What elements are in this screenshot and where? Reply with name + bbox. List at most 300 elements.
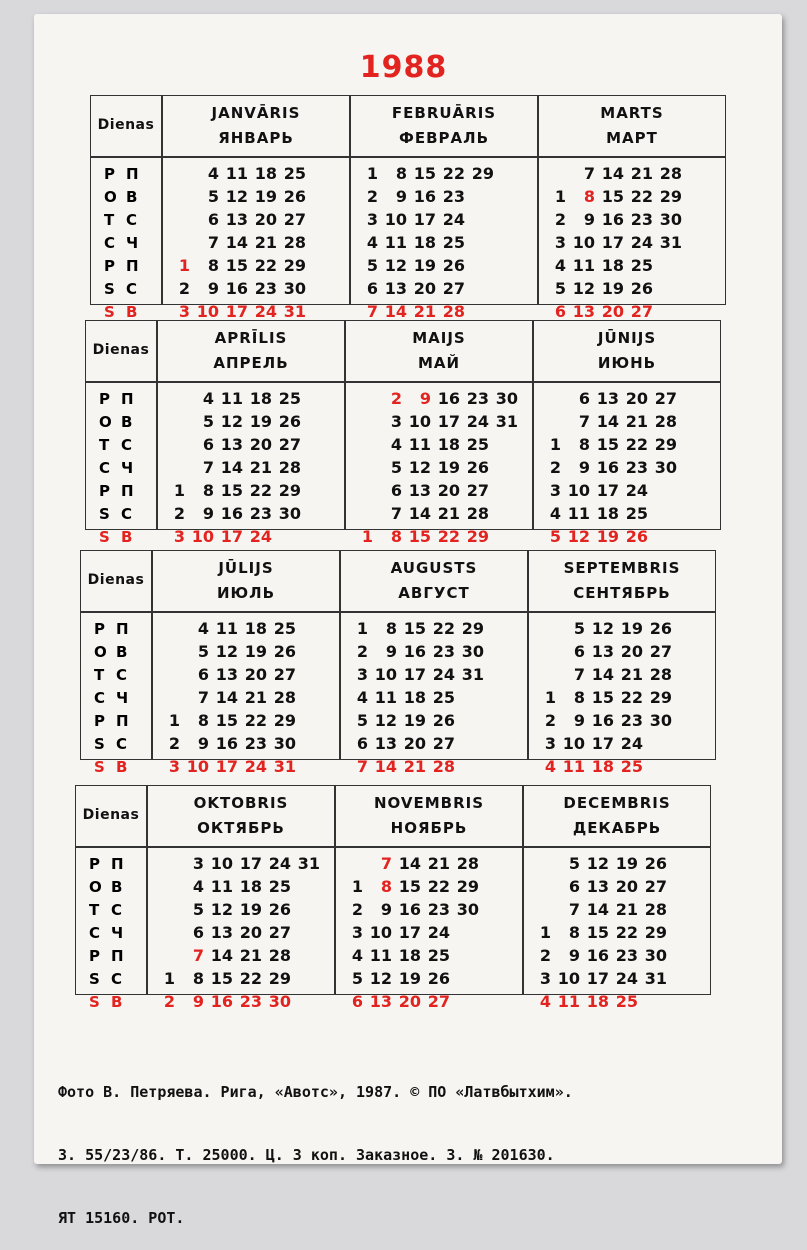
day-number: 3 bbox=[168, 757, 180, 776]
day-number: 18 bbox=[244, 619, 267, 638]
weekday-ru: С bbox=[126, 280, 138, 298]
day-number: 26 bbox=[466, 458, 489, 477]
day-number: 11 bbox=[210, 877, 233, 896]
day-number: 27 bbox=[278, 435, 301, 454]
weekday-ru: В bbox=[126, 188, 138, 206]
day-number: 12 bbox=[220, 412, 243, 431]
day-number: 31 bbox=[283, 302, 306, 321]
day-number: 8 bbox=[583, 187, 595, 206]
day-number: 6 bbox=[578, 389, 590, 408]
day-number: 3 bbox=[539, 969, 551, 988]
day-number: 3 bbox=[356, 665, 368, 684]
day-number: 30 bbox=[654, 458, 677, 477]
day-number: 27 bbox=[630, 302, 653, 321]
day-number: 17 bbox=[586, 969, 609, 988]
day-number: 22 bbox=[432, 619, 455, 638]
day-number: 27 bbox=[268, 923, 291, 942]
day-number: 15 bbox=[413, 164, 436, 183]
day-number: 24 bbox=[268, 854, 291, 873]
day-number: 19 bbox=[254, 187, 277, 206]
weekday-lv: P bbox=[94, 620, 105, 638]
day-number: 9 bbox=[419, 389, 431, 408]
day-number: 12 bbox=[408, 458, 431, 477]
day-number: 9 bbox=[380, 900, 392, 919]
day-number: 26 bbox=[268, 900, 291, 919]
weekday-label bbox=[94, 687, 129, 710]
day-number: 25 bbox=[466, 435, 489, 454]
weekday-ru: П bbox=[126, 257, 139, 275]
weekday-labels bbox=[99, 388, 134, 549]
day-number: 11 bbox=[384, 233, 407, 252]
day-number: 7 bbox=[583, 164, 595, 183]
weekday-lv: S bbox=[89, 993, 100, 1011]
day-number: 1 bbox=[544, 688, 556, 707]
day-number: 10 bbox=[384, 210, 407, 229]
day-number: 29 bbox=[461, 619, 484, 638]
day-number: 20 bbox=[239, 923, 262, 942]
day-number: 30 bbox=[461, 642, 484, 661]
day-number: 19 bbox=[239, 900, 262, 919]
day-number: 21 bbox=[413, 302, 436, 321]
day-number: 6 bbox=[202, 435, 214, 454]
day-number: 20 bbox=[601, 302, 624, 321]
imprint-footer bbox=[58, 1040, 758, 1250]
day-number: 4 bbox=[207, 164, 219, 183]
day-number: 6 bbox=[197, 665, 209, 684]
weekday-label bbox=[89, 922, 124, 945]
day-number: 31 bbox=[297, 854, 320, 873]
day-number: 24 bbox=[620, 734, 643, 753]
day-number: 8 bbox=[568, 923, 580, 942]
day-number: 21 bbox=[630, 164, 653, 183]
day-number: 14 bbox=[586, 900, 609, 919]
weekday-ru: В bbox=[111, 993, 123, 1011]
day-number: 30 bbox=[659, 210, 682, 229]
day-number: 20 bbox=[437, 481, 460, 500]
day-number: 10 bbox=[562, 734, 585, 753]
day-number: 31 bbox=[495, 412, 518, 431]
day-number: 13 bbox=[384, 279, 407, 298]
day-number: 28 bbox=[659, 164, 682, 183]
day-number: 12 bbox=[210, 900, 233, 919]
month-name-ru: ИЮНЬ bbox=[597, 354, 657, 372]
day-number: 16 bbox=[225, 279, 248, 298]
day-number: 16 bbox=[586, 946, 609, 965]
day-number: 2 bbox=[366, 187, 378, 206]
day-number: 19 bbox=[244, 642, 267, 661]
day-number: 6 bbox=[366, 279, 378, 298]
day-number: 4 bbox=[549, 504, 561, 523]
day-number: 1 bbox=[173, 481, 185, 500]
day-number: 3 bbox=[366, 210, 378, 229]
weekday-ru: С bbox=[121, 505, 133, 523]
month-name-ru: АВГУСТ bbox=[398, 584, 470, 602]
day-number: 20 bbox=[398, 992, 421, 1011]
day-number: 15 bbox=[601, 187, 624, 206]
day-number: 4 bbox=[356, 688, 368, 707]
day-number: 13 bbox=[215, 665, 238, 684]
day-number: 22 bbox=[437, 527, 460, 546]
day-number: 28 bbox=[268, 946, 291, 965]
weekday-lv: P bbox=[89, 855, 100, 873]
day-number: 15 bbox=[596, 435, 619, 454]
day-number: 29 bbox=[283, 256, 306, 275]
day-number: 12 bbox=[225, 187, 248, 206]
day-number: 4 bbox=[197, 619, 209, 638]
day-number: 26 bbox=[278, 412, 301, 431]
weekday-lv: C bbox=[94, 689, 106, 707]
day-number: 16 bbox=[437, 389, 460, 408]
weekday-lv: P bbox=[99, 482, 110, 500]
weekday-labels bbox=[94, 618, 129, 779]
day-number: 24 bbox=[625, 481, 648, 500]
day-number: 23 bbox=[432, 642, 455, 661]
day-number: 26 bbox=[283, 187, 306, 206]
weekday-lv: P bbox=[104, 257, 115, 275]
weekday-ru: В bbox=[121, 528, 133, 546]
day-number: 7 bbox=[202, 458, 214, 477]
day-number: 27 bbox=[432, 734, 455, 753]
day-number: 18 bbox=[403, 688, 426, 707]
day-number: 31 bbox=[659, 233, 682, 252]
weekday-ru: П bbox=[121, 390, 134, 408]
day-number: 3 bbox=[192, 854, 204, 873]
weekday-lv: T bbox=[94, 666, 105, 684]
day-number: 30 bbox=[268, 992, 291, 1011]
day-number: 16 bbox=[596, 458, 619, 477]
day-number: 29 bbox=[654, 435, 677, 454]
weekday-lv: T bbox=[89, 901, 100, 919]
weekday-lv: S bbox=[94, 735, 105, 753]
day-number: 24 bbox=[427, 923, 450, 942]
month-name-ru: ЯНВАРЬ bbox=[218, 129, 294, 147]
day-number: 15 bbox=[403, 619, 426, 638]
weekday-label bbox=[89, 991, 124, 1014]
day-number: 27 bbox=[466, 481, 489, 500]
day-number: 20 bbox=[403, 734, 426, 753]
weekday-lv: T bbox=[99, 436, 110, 454]
day-number: 27 bbox=[644, 877, 667, 896]
month-name-ru: СЕНТЯБРЬ bbox=[573, 584, 671, 602]
day-number: 5 bbox=[356, 711, 368, 730]
day-number: 28 bbox=[278, 458, 301, 477]
day-number: 16 bbox=[601, 210, 624, 229]
month-name-lv: JŪNIJS bbox=[597, 329, 657, 347]
weekday-label bbox=[89, 853, 124, 876]
day-number: 1 bbox=[366, 164, 378, 183]
weekday-label bbox=[99, 457, 134, 480]
day-number: 4 bbox=[366, 233, 378, 252]
day-number: 25 bbox=[268, 877, 291, 896]
day-number: 9 bbox=[385, 642, 397, 661]
weekday-label bbox=[99, 480, 134, 503]
day-number: 2 bbox=[544, 711, 556, 730]
day-number: 8 bbox=[197, 711, 209, 730]
weekday-label bbox=[94, 618, 129, 641]
day-number: 4 bbox=[202, 389, 214, 408]
day-number: 28 bbox=[466, 504, 489, 523]
day-number: 1 bbox=[554, 187, 566, 206]
day-number: 28 bbox=[432, 757, 455, 776]
weekday-lv: P bbox=[99, 390, 110, 408]
month-name-lv: JŪLIJS bbox=[218, 559, 274, 577]
day-number: 29 bbox=[471, 164, 494, 183]
day-number: 22 bbox=[615, 923, 638, 942]
day-number: 6 bbox=[192, 923, 204, 942]
day-number: 2 bbox=[549, 458, 561, 477]
month-name-ru: МАРТ bbox=[606, 129, 658, 147]
day-number: 21 bbox=[244, 688, 267, 707]
day-number: 22 bbox=[427, 877, 450, 896]
day-number: 25 bbox=[273, 619, 296, 638]
day-number: 25 bbox=[432, 688, 455, 707]
day-number: 7 bbox=[192, 946, 204, 965]
day-number: 23 bbox=[244, 734, 267, 753]
day-number: 9 bbox=[207, 279, 219, 298]
day-number: 13 bbox=[369, 992, 392, 1011]
day-number: 5 bbox=[366, 256, 378, 275]
day-number: 13 bbox=[586, 877, 609, 896]
day-number: 18 bbox=[596, 504, 619, 523]
weekday-lv: C bbox=[89, 924, 101, 942]
weekday-ru: В bbox=[126, 303, 138, 321]
day-number: 14 bbox=[210, 946, 233, 965]
day-number: 3 bbox=[173, 527, 185, 546]
weekday-lv: C bbox=[99, 459, 111, 477]
day-number: 23 bbox=[442, 187, 465, 206]
day-number: 8 bbox=[573, 688, 585, 707]
month-name-lv: APRĪLIS bbox=[214, 329, 288, 347]
day-number: 22 bbox=[630, 187, 653, 206]
day-number: 27 bbox=[283, 210, 306, 229]
weekday-ru: В bbox=[111, 878, 123, 896]
weekday-label bbox=[104, 232, 139, 255]
day-number: 5 bbox=[202, 412, 214, 431]
day-number: 28 bbox=[456, 854, 479, 873]
day-number: 2 bbox=[539, 946, 551, 965]
day-number: 12 bbox=[369, 969, 392, 988]
day-number: 23 bbox=[625, 458, 648, 477]
day-number: 12 bbox=[572, 279, 595, 298]
day-number: 21 bbox=[254, 233, 277, 252]
weekday-label bbox=[94, 664, 129, 687]
day-number: 17 bbox=[239, 854, 262, 873]
month-name-ru: ОКТЯБРЬ bbox=[197, 819, 285, 837]
day-number: 13 bbox=[408, 481, 431, 500]
weekday-ru: П bbox=[116, 712, 129, 730]
day-number: 13 bbox=[374, 734, 397, 753]
weekday-lv: C bbox=[104, 234, 116, 252]
day-number: 18 bbox=[437, 435, 460, 454]
day-number: 10 bbox=[408, 412, 431, 431]
day-number: 19 bbox=[596, 527, 619, 546]
weekday-label bbox=[104, 163, 139, 186]
day-number: 12 bbox=[384, 256, 407, 275]
day-number: 23 bbox=[254, 279, 277, 298]
day-number: 5 bbox=[351, 969, 363, 988]
day-number: 29 bbox=[268, 969, 291, 988]
day-number: 28 bbox=[654, 412, 677, 431]
day-number: 5 bbox=[192, 900, 204, 919]
day-number: 27 bbox=[649, 642, 672, 661]
day-number: 14 bbox=[591, 665, 614, 684]
day-number: 25 bbox=[283, 164, 306, 183]
day-number: 30 bbox=[278, 504, 301, 523]
day-number: 27 bbox=[273, 665, 296, 684]
day-number: 5 bbox=[549, 527, 561, 546]
day-number: 15 bbox=[210, 969, 233, 988]
day-number: 1 bbox=[351, 877, 363, 896]
weekday-ru: В bbox=[121, 413, 133, 431]
day-number: 17 bbox=[437, 412, 460, 431]
day-number: 21 bbox=[437, 504, 460, 523]
day-number: 6 bbox=[356, 734, 368, 753]
weekday-lv: O bbox=[99, 413, 112, 431]
day-number: 22 bbox=[254, 256, 277, 275]
weekday-ru: П bbox=[116, 620, 129, 638]
month-name-lv: NOVEMBRIS bbox=[373, 794, 485, 812]
day-number: 11 bbox=[225, 164, 248, 183]
day-number: 23 bbox=[249, 504, 272, 523]
month-name-ru: ФЕВРАЛЬ bbox=[398, 129, 490, 147]
weekday-label bbox=[104, 209, 139, 232]
month-name-ru: МАЙ bbox=[417, 354, 461, 372]
weekday-lv: P bbox=[104, 165, 115, 183]
weekday-ru: Ч bbox=[126, 234, 139, 252]
weekday-labels bbox=[104, 163, 139, 324]
day-number: 31 bbox=[644, 969, 667, 988]
day-number: 18 bbox=[249, 389, 272, 408]
day-number: 14 bbox=[398, 854, 421, 873]
day-number: 10 bbox=[374, 665, 397, 684]
day-number: 8 bbox=[207, 256, 219, 275]
day-number: 19 bbox=[413, 256, 436, 275]
day-number: 19 bbox=[398, 969, 421, 988]
day-number: 20 bbox=[244, 665, 267, 684]
weekday-lv: S bbox=[89, 970, 100, 988]
day-number: 24 bbox=[466, 412, 489, 431]
day-number: 3 bbox=[178, 302, 190, 321]
day-number: 9 bbox=[197, 734, 209, 753]
day-number: 26 bbox=[649, 619, 672, 638]
weekday-ru: Ч bbox=[116, 689, 129, 707]
day-number: 16 bbox=[215, 734, 238, 753]
day-number: 26 bbox=[625, 527, 648, 546]
day-number: 14 bbox=[601, 164, 624, 183]
day-number: 29 bbox=[466, 527, 489, 546]
month-name-lv: MARTS bbox=[600, 104, 664, 122]
day-number: 19 bbox=[249, 412, 272, 431]
day-number: 16 bbox=[210, 992, 233, 1011]
day-number: 19 bbox=[601, 279, 624, 298]
day-number: 7 bbox=[356, 757, 368, 776]
day-number: 19 bbox=[620, 619, 643, 638]
weekday-lv: S bbox=[94, 758, 105, 776]
day-number: 20 bbox=[249, 435, 272, 454]
day-number: 17 bbox=[403, 665, 426, 684]
day-number: 17 bbox=[596, 481, 619, 500]
day-number: 30 bbox=[273, 734, 296, 753]
weekday-ru: С bbox=[126, 211, 138, 229]
day-number: 23 bbox=[620, 711, 643, 730]
day-number: 18 bbox=[591, 757, 614, 776]
day-number: 22 bbox=[620, 688, 643, 707]
day-number: 6 bbox=[207, 210, 219, 229]
day-number: 17 bbox=[601, 233, 624, 252]
day-number: 15 bbox=[591, 688, 614, 707]
weekday-ru: П bbox=[111, 947, 124, 965]
day-number: 2 bbox=[163, 992, 175, 1011]
day-number: 5 bbox=[390, 458, 402, 477]
day-number: 13 bbox=[572, 302, 595, 321]
month-name-lv: MAIJS bbox=[412, 329, 466, 347]
day-number: 10 bbox=[557, 969, 580, 988]
weekday-ru: С bbox=[116, 666, 128, 684]
day-number: 24 bbox=[442, 210, 465, 229]
day-number: 13 bbox=[225, 210, 248, 229]
weekday-label bbox=[104, 278, 139, 301]
day-number: 9 bbox=[192, 992, 204, 1011]
day-number: 2 bbox=[168, 734, 180, 753]
day-number: 14 bbox=[596, 412, 619, 431]
day-number: 11 bbox=[374, 688, 397, 707]
day-number: 7 bbox=[573, 665, 585, 684]
weekday-ru: Ч bbox=[121, 459, 134, 477]
day-number: 25 bbox=[427, 946, 450, 965]
weekday-label bbox=[89, 945, 124, 968]
weekday-lv: P bbox=[89, 947, 100, 965]
day-number: 4 bbox=[539, 992, 551, 1011]
day-number: 31 bbox=[461, 665, 484, 684]
weekday-label bbox=[94, 710, 129, 733]
day-number: 22 bbox=[239, 969, 262, 988]
day-number: 7 bbox=[578, 412, 590, 431]
weekday-labels bbox=[89, 853, 124, 1014]
day-number: 3 bbox=[549, 481, 561, 500]
day-number: 14 bbox=[225, 233, 248, 252]
day-number: 3 bbox=[351, 923, 363, 942]
day-number: 23 bbox=[466, 389, 489, 408]
day-number: 12 bbox=[374, 711, 397, 730]
day-number: 18 bbox=[398, 946, 421, 965]
day-number: 19 bbox=[403, 711, 426, 730]
day-number: 18 bbox=[254, 164, 277, 183]
day-number: 8 bbox=[385, 619, 397, 638]
weekday-ru: П bbox=[126, 165, 139, 183]
day-number: 22 bbox=[442, 164, 465, 183]
day-number: 6 bbox=[573, 642, 585, 661]
day-number: 2 bbox=[178, 279, 190, 298]
day-number: 24 bbox=[244, 757, 267, 776]
day-number: 8 bbox=[202, 481, 214, 500]
day-number: 3 bbox=[554, 233, 566, 252]
day-number: 17 bbox=[220, 527, 243, 546]
day-number: 8 bbox=[380, 877, 392, 896]
month-name-lv: JANVĀRIS bbox=[211, 104, 301, 122]
day-number: 24 bbox=[254, 302, 277, 321]
day-number: 7 bbox=[366, 302, 378, 321]
day-number: 29 bbox=[649, 688, 672, 707]
weekday-ru: С bbox=[111, 970, 123, 988]
month-name-lv: SEPTEMBRIS bbox=[563, 559, 681, 577]
day-number: 1 bbox=[361, 527, 373, 546]
weekday-lv: S bbox=[104, 280, 115, 298]
day-number: 16 bbox=[413, 187, 436, 206]
day-number: 9 bbox=[583, 210, 595, 229]
imprint-line-2: З. 55/23/86. Т. 25000. Ц. 3 коп. Заказное. З. № 201630. bbox=[58, 1146, 555, 1164]
day-number: 19 bbox=[615, 854, 638, 873]
day-number: 11 bbox=[215, 619, 238, 638]
